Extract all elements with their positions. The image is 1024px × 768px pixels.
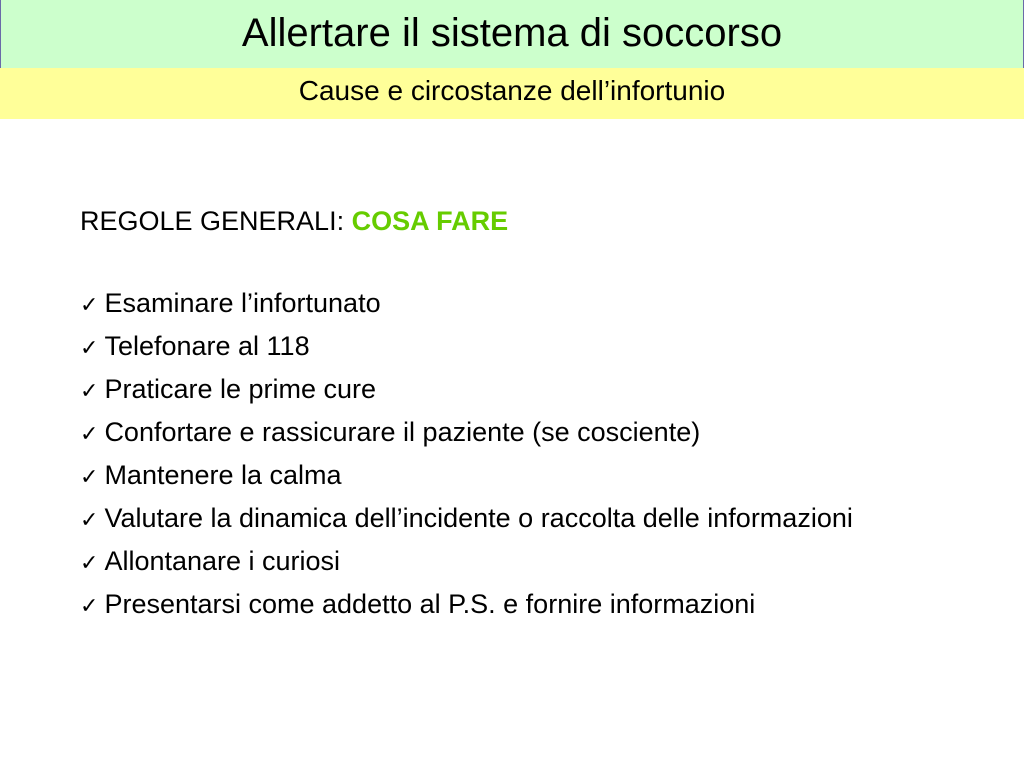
- title-bar: [0, 0, 1024, 68]
- checklist-item: [80, 541, 980, 584]
- checklist-item: [80, 283, 980, 326]
- checklist-item-text: Allontanare i curiosi: [104, 546, 341, 576]
- checkmark-icon: ✓: [80, 508, 99, 533]
- checklist-item: [80, 412, 980, 455]
- checklist-item: [80, 498, 980, 541]
- rules-heading-prefix: REGOLE GENERALI:: [80, 206, 352, 236]
- checklist-item: [80, 369, 980, 412]
- checklist-item: [80, 584, 980, 627]
- checklist-item: [80, 326, 980, 369]
- checklist-item-text: Mantenere la calma: [104, 460, 342, 490]
- slide-subtitle: Cause e circostanze dell’infortunio: [298, 74, 726, 106]
- content-body: [80, 201, 980, 627]
- checklist-item-text: Valutare la dinamica dell’incidente o raccolta delle informazioni: [104, 503, 853, 533]
- rules-heading-highlight: COSA FARE: [351, 206, 509, 236]
- rules-heading: [80, 201, 980, 242]
- checkmark-icon: ✓: [80, 379, 99, 404]
- checklist-item-text: Telefonare al 118: [104, 331, 310, 361]
- checkmark-icon: ✓: [80, 422, 99, 447]
- checkmark-icon: ✓: [80, 336, 99, 361]
- checklist-item-text: Praticare le prime cure: [104, 374, 377, 404]
- checklist-item-text: Presentarsi come addetto al P.S. e fornire informazioni: [104, 589, 756, 619]
- slide-title: Allertare il sistema di soccorso: [241, 11, 783, 55]
- checklist-item-text: Esaminare l’infortunato: [104, 288, 381, 318]
- checkmark-icon: ✓: [80, 594, 99, 619]
- checkmark-icon: ✓: [80, 551, 99, 576]
- subtitle-bar: [0, 68, 1024, 119]
- checklist-item: [80, 455, 980, 498]
- checkmark-icon: ✓: [80, 293, 99, 318]
- checklist-item-text: Confortare e rassicurare il paziente (se cosciente): [104, 417, 701, 447]
- checkmark-icon: ✓: [80, 465, 99, 490]
